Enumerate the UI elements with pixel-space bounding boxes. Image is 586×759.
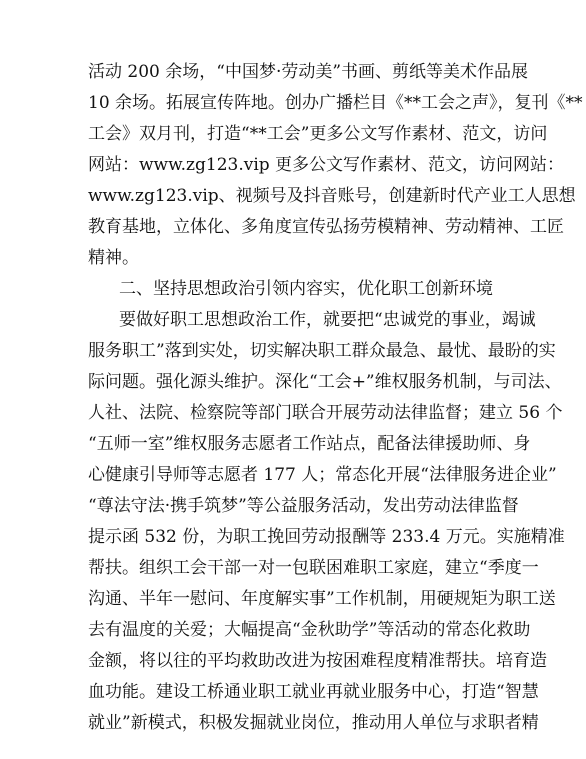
section-heading: 二、坚持思想政治引领内容实，优化职工创新环境 — [119, 279, 493, 299]
paragraph-line: 帮扶。组织工会干部一对一包联困难职工家庭，建立“季度一 — [88, 558, 539, 578]
paragraph-line: 际问题。强化源头维护。深化“工会+”维权服务机制，与司法、 — [88, 372, 562, 392]
paragraph-line: 提示函 532 份，为职工挽回劳动报酬等 233.4 万元。实施精准 — [88, 527, 565, 547]
paragraph-line: 精神。 — [88, 248, 139, 268]
paragraph-line: 去有温度的关爱；大幅提高“金秋助学”等活动的常态化救助 — [88, 620, 531, 640]
paragraph-line: 要做好职工思想政治工作，就要把“忠诚党的事业，竭诚 — [119, 310, 536, 330]
paragraph-line: www.zg123.vip、视频号及抖音账号，创建新时代产业工人思想 — [88, 186, 576, 206]
paragraph-line: 工会》双月刊，打造“**工会”更多公文写作素材、范文，访问 — [88, 124, 548, 144]
paragraph-line: 活动 200 余场，“中国梦·劳动美”书画、剪纸等美术作品展 — [88, 62, 529, 82]
paragraph-line: 服务职工”落到实处，切实解决职工群众最急、最忧、最盼的实 — [88, 341, 556, 361]
paragraph-line: 就业”新模式，积极发掘就业岗位，推动用人单位与求职者精 — [88, 713, 539, 733]
paragraph-line: 沟通、半年一慰问、年度解实事”工作机制，用硬规矩为职工送 — [88, 589, 556, 609]
paragraph-line: 金额，将以往的平均救助改进为按困难程度精准帮扶。培育造 — [88, 651, 547, 671]
paragraph-line: “五师一室”维权服务志愿者工作站点，配备法律援助师、身 — [88, 434, 531, 454]
paragraph-line: 人社、法院、检察院等部门联合开展劳动法律监督；建立 56 个 — [88, 403, 563, 423]
paragraph-line: “尊法守法·携手筑梦”等公益服务活动，发出劳动法律监督 — [88, 496, 519, 516]
paragraph-line: 10 余场。拓展宣传阵地。创办广播栏目《**工会之声》，复刊《** — [88, 93, 583, 113]
paragraph-line: 教育基地，立体化、多角度宣传弘扬劳模精神、劳动精神、工匠 — [88, 217, 564, 237]
paragraph-line: 心健康引导师等志愿者 177 人；常态化开展“法律服务进企业” — [88, 465, 557, 485]
paragraph-line: 血功能。建设工桥通业职工就业再就业服务中心，打造“智慧 — [88, 682, 539, 702]
paragraph-line: 网站：www.zg123.vip 更多公文写作素材、范文，访问网站： — [88, 155, 565, 175]
